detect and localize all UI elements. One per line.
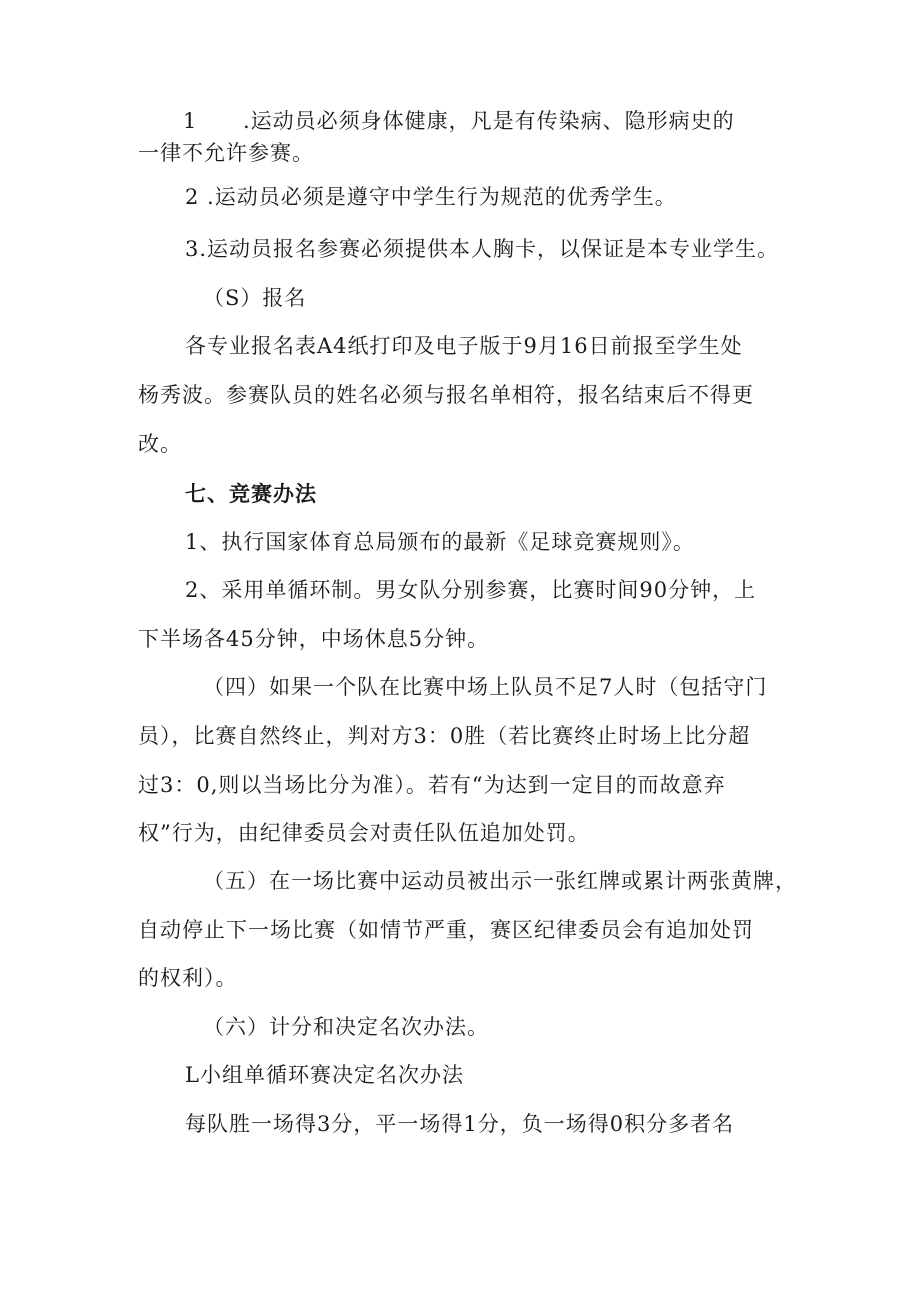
rule-item-1 <box>183 106 843 136</box>
clause-5-line-1: （五）在一场比赛中运动员被出示一张红牌或累计两张黄牌， <box>203 869 797 893</box>
item-number: 1 <box>183 109 198 133</box>
registration-paragraph-line-1: 各专业报名表A4纸打印及电子版于9月16日前报至学生处 <box>185 334 743 358</box>
registration-paragraph-line-3: 改。 <box>138 432 182 456</box>
clause-4-line-4: 权”行为，由纪律委员会对责任队伍追加处罚。 <box>138 821 590 845</box>
clause-4-line-1: （四）如果一个队在比赛中场上队员不足7人时（包括守门 <box>203 675 768 699</box>
rule-item-3: 3.运动员报名参赛必须提供本人胸卡，以保证是本专业学生。 <box>185 237 780 261</box>
clause-4-line-2: 员），比赛自然终止，判对方3：0胜（若比赛终止时场上比分超 <box>138 724 751 748</box>
section-registration-heading: （S）报名 <box>203 286 307 310</box>
competition-rule-1: 1、执行国家体育总局颁布的最新《足球竞赛规则》。 <box>185 530 695 554</box>
clause-5-line-3: 的权利）。 <box>138 966 238 990</box>
scoring-paragraph-line-1: 每队胜一场得3分，平一场得1分，负一场得0积分多者名 <box>185 1112 735 1136</box>
competition-rule-2-line-2: 下半场各45分钟，中场休息5分钟。 <box>138 627 490 651</box>
line-text: .运动员必须身体健康，凡是有传染病、隐形病史的 <box>243 109 735 133</box>
registration-paragraph-line-2: 杨秀波。参赛队员的姓名必须与报名单相符，报名结束后不得更 <box>138 383 754 407</box>
competition-rule-2-line-1: 2、采用单循环制。男女队分别参赛，比赛时间90分钟，上 <box>185 578 757 602</box>
clause-5-line-2: 自动停止下一场比赛（如情节严重，赛区纪律委员会有追加处罚 <box>138 918 754 942</box>
rule-item-1-continued: 一律不允许参赛。 <box>138 141 314 165</box>
section-7-heading: 七、竞赛办法 <box>185 482 317 506</box>
clause-4-line-3: 过3：0,则以当场比分为准）。若有“为达到一定目的而故意弃 <box>138 773 726 797</box>
clause-6-heading: （六）计分和决定名次办法。 <box>203 1015 489 1039</box>
rule-item-2: 2 .运动员必须是遵守中学生行为规范的优秀学生。 <box>185 185 677 209</box>
ranking-method-heading: L小组单循环赛决定名次办法 <box>185 1063 464 1087</box>
